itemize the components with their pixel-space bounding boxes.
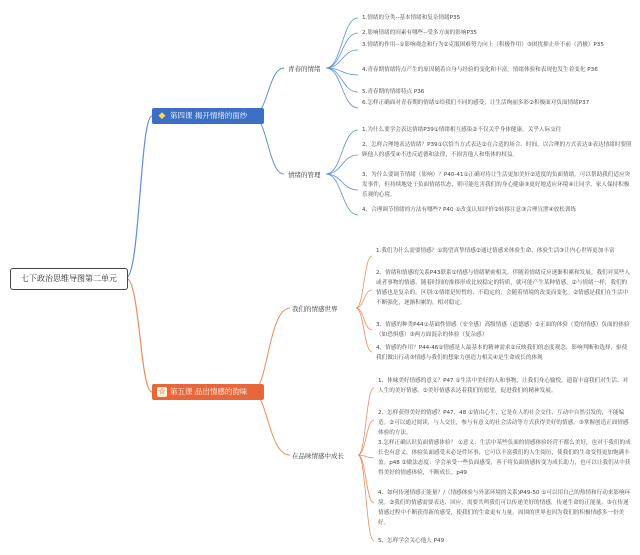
branch-topic4-items: [358, 388, 374, 541]
list-item: 6.怎样正确面对青春期的情绪①给我们不同的感受，让生活绚丽多彩②积极面对负面情绪P37: [362, 100, 590, 106]
list-item: 4、合理调节情绪的方法有哪些? P40 ①改变认知评价②转移注意③合理宣泄④放松训练: [362, 207, 577, 213]
branch-topic1-items: [326, 18, 358, 108]
gem-icon: ◆: [158, 111, 166, 121]
topic-label: 情绪的管理: [288, 171, 321, 179]
list-item: 4、情感的作用？P44-46①情感是人最基本的精神需求②反映我们的态度观念，影响判断和选择，驱使我们做出行动③情感与我们的想象力创造力相关④是生命成长的体现: [376, 345, 628, 361]
branch-lesson5-topic1: [252, 308, 290, 392]
list-item: 4、如何传递情感正能量？/（情感体验与外部环境的关系)P49-50 ①可以用自己的热情和行动来影响环境。②我们的情感需要表达、回应，需要共鸣我们可以传递美好的情感，传递生命的正能量。③在传递情感过程中不断获得新的感受，使我们的生命更有力量，周围的世界也因为我们的积极情感多一份美好。: [378, 490, 631, 526]
lesson5-title: 第五课 品出情感的韵味: [170, 387, 248, 396]
list-item: 3.情绪的作用--①影响观念和行为②克服困难努力向上（积极作用）③困扰抑止步不前（消极）P35: [362, 42, 604, 48]
topic-label: 在品味情感中成长: [292, 452, 344, 460]
lesson5-node: [152, 384, 264, 400]
list-item: 5、怎样学会关心他人 P49: [378, 538, 445, 544]
list-item: 2、怎样合理地表达情绪？P39①以恰当方式表达②在合适的场合、时间，以合理的方式表达③表达情绪时要照顾他人的感受④不违反道德和法律，不损害他人和集体的权益。: [362, 142, 632, 158]
list-item: 2、怎样获得美好的情感？P47、48 ①情由心生，它是在人的社会交往、互动中自然引发的，不能编造。②可以通过阅读，与人交往，参与有意义的社会活动等方式获得美好的情感。③掌握创造正面情感体验的方法。: [378, 410, 629, 436]
list-item: 1、体味美好情感的意义？P47 ①生活中美好的人和事物，让我们身心愉悦，遗留丰富我们对生活、对人生的美好情感。②美好情感表达着我们的愿望，促进我们的精神发展。: [378, 378, 629, 394]
branch-root-lesson4: [126, 116, 152, 278]
branch-topic3-items: [356, 256, 372, 352]
list-item: 1.我们为什么需要情感？①渴望真挚情感②通过情感来体验生命、体验生活③让内心世界更加丰富: [376, 248, 615, 254]
list-item: 3、情感的种类P44①基础性情感（安全感）高级情感（道德感）②正面的体验（爱的情感）负面的体验（如恐惧感）③两方面混杂的体验（复杂感）: [376, 322, 630, 338]
list-item: 1.为什么要学会表达情绪P39①情绪相互感染②不仅关乎身体健康，关乎人际交往: [362, 127, 562, 133]
list-item: 5.青春期的情绪特点 P36: [362, 89, 425, 95]
lesson4-title: 第四课 揭开情绪的面纱: [170, 111, 248, 120]
topic-label: 我们的情感世界: [292, 305, 338, 313]
root-node: 七下政治思维导图第二单元: [10, 268, 128, 290]
list-item: 3、为什么要调节情绪（影响）？P40-41①正确对待让生活更加美好②适度的负面情绪，可以帮助我们适应突发事件，但持续地处于负面情绪状态，则可能危害我们的身心健康③更好地适应环境④让同学、家人保持积极乐观的心境。: [362, 172, 631, 198]
branch-topic2-items: [326, 130, 358, 215]
list-item: 1.情绪的分类--基本情绪和复杂情绪P35: [362, 15, 461, 21]
star-icon: ☆: [157, 387, 167, 397]
topic-label: 青春的情绪: [288, 65, 321, 73]
list-item: 4.青春期情绪特点产生的原因随着自身与经验的变化和丰富，情绪体验和表现也发生着变化 P36: [362, 67, 598, 73]
branch-lesson5-topic2: [252, 392, 290, 455]
branch-root-lesson5: [126, 278, 152, 392]
list-item: 2.影响情绪的因素有哪些--受多方面的影响P35: [362, 30, 477, 36]
branch-lesson4-topic2: [252, 116, 284, 174]
lesson4-node: [152, 108, 264, 124]
list-item: 2、情绪和情感的关系P43联系①情感与情绪紧密相关，伴随着情绪反应逐渐积累和发展。我们对某些人或者事物的情感，随着时间的推移形成比较稳定的特质，就可能产生某种情感。②与情绪一样，我们的情感也是复杂的。区别:①情绪是短暂的、不稳定的，会随着情境的改变而变化。②情感是我们在生活中不断强化，逐渐积累的，相对稳定。: [376, 270, 631, 306]
list-item: 3.怎样正确认识负面情感体验？ ①意义：生活中某些负面的情感体验经营不都么美好，也对于我们的成长也有意义。体验负面感受未必是件坏事，它可以丰富我们的人生阅历，使我们的生命变得更加饱满丰盈。p48 ②做法态度：学会承受一些负面感受，善于将负面情感转变为成长助力，也可以让我们从中获得美好的情感体验，不断成长。p49: [378, 440, 631, 476]
